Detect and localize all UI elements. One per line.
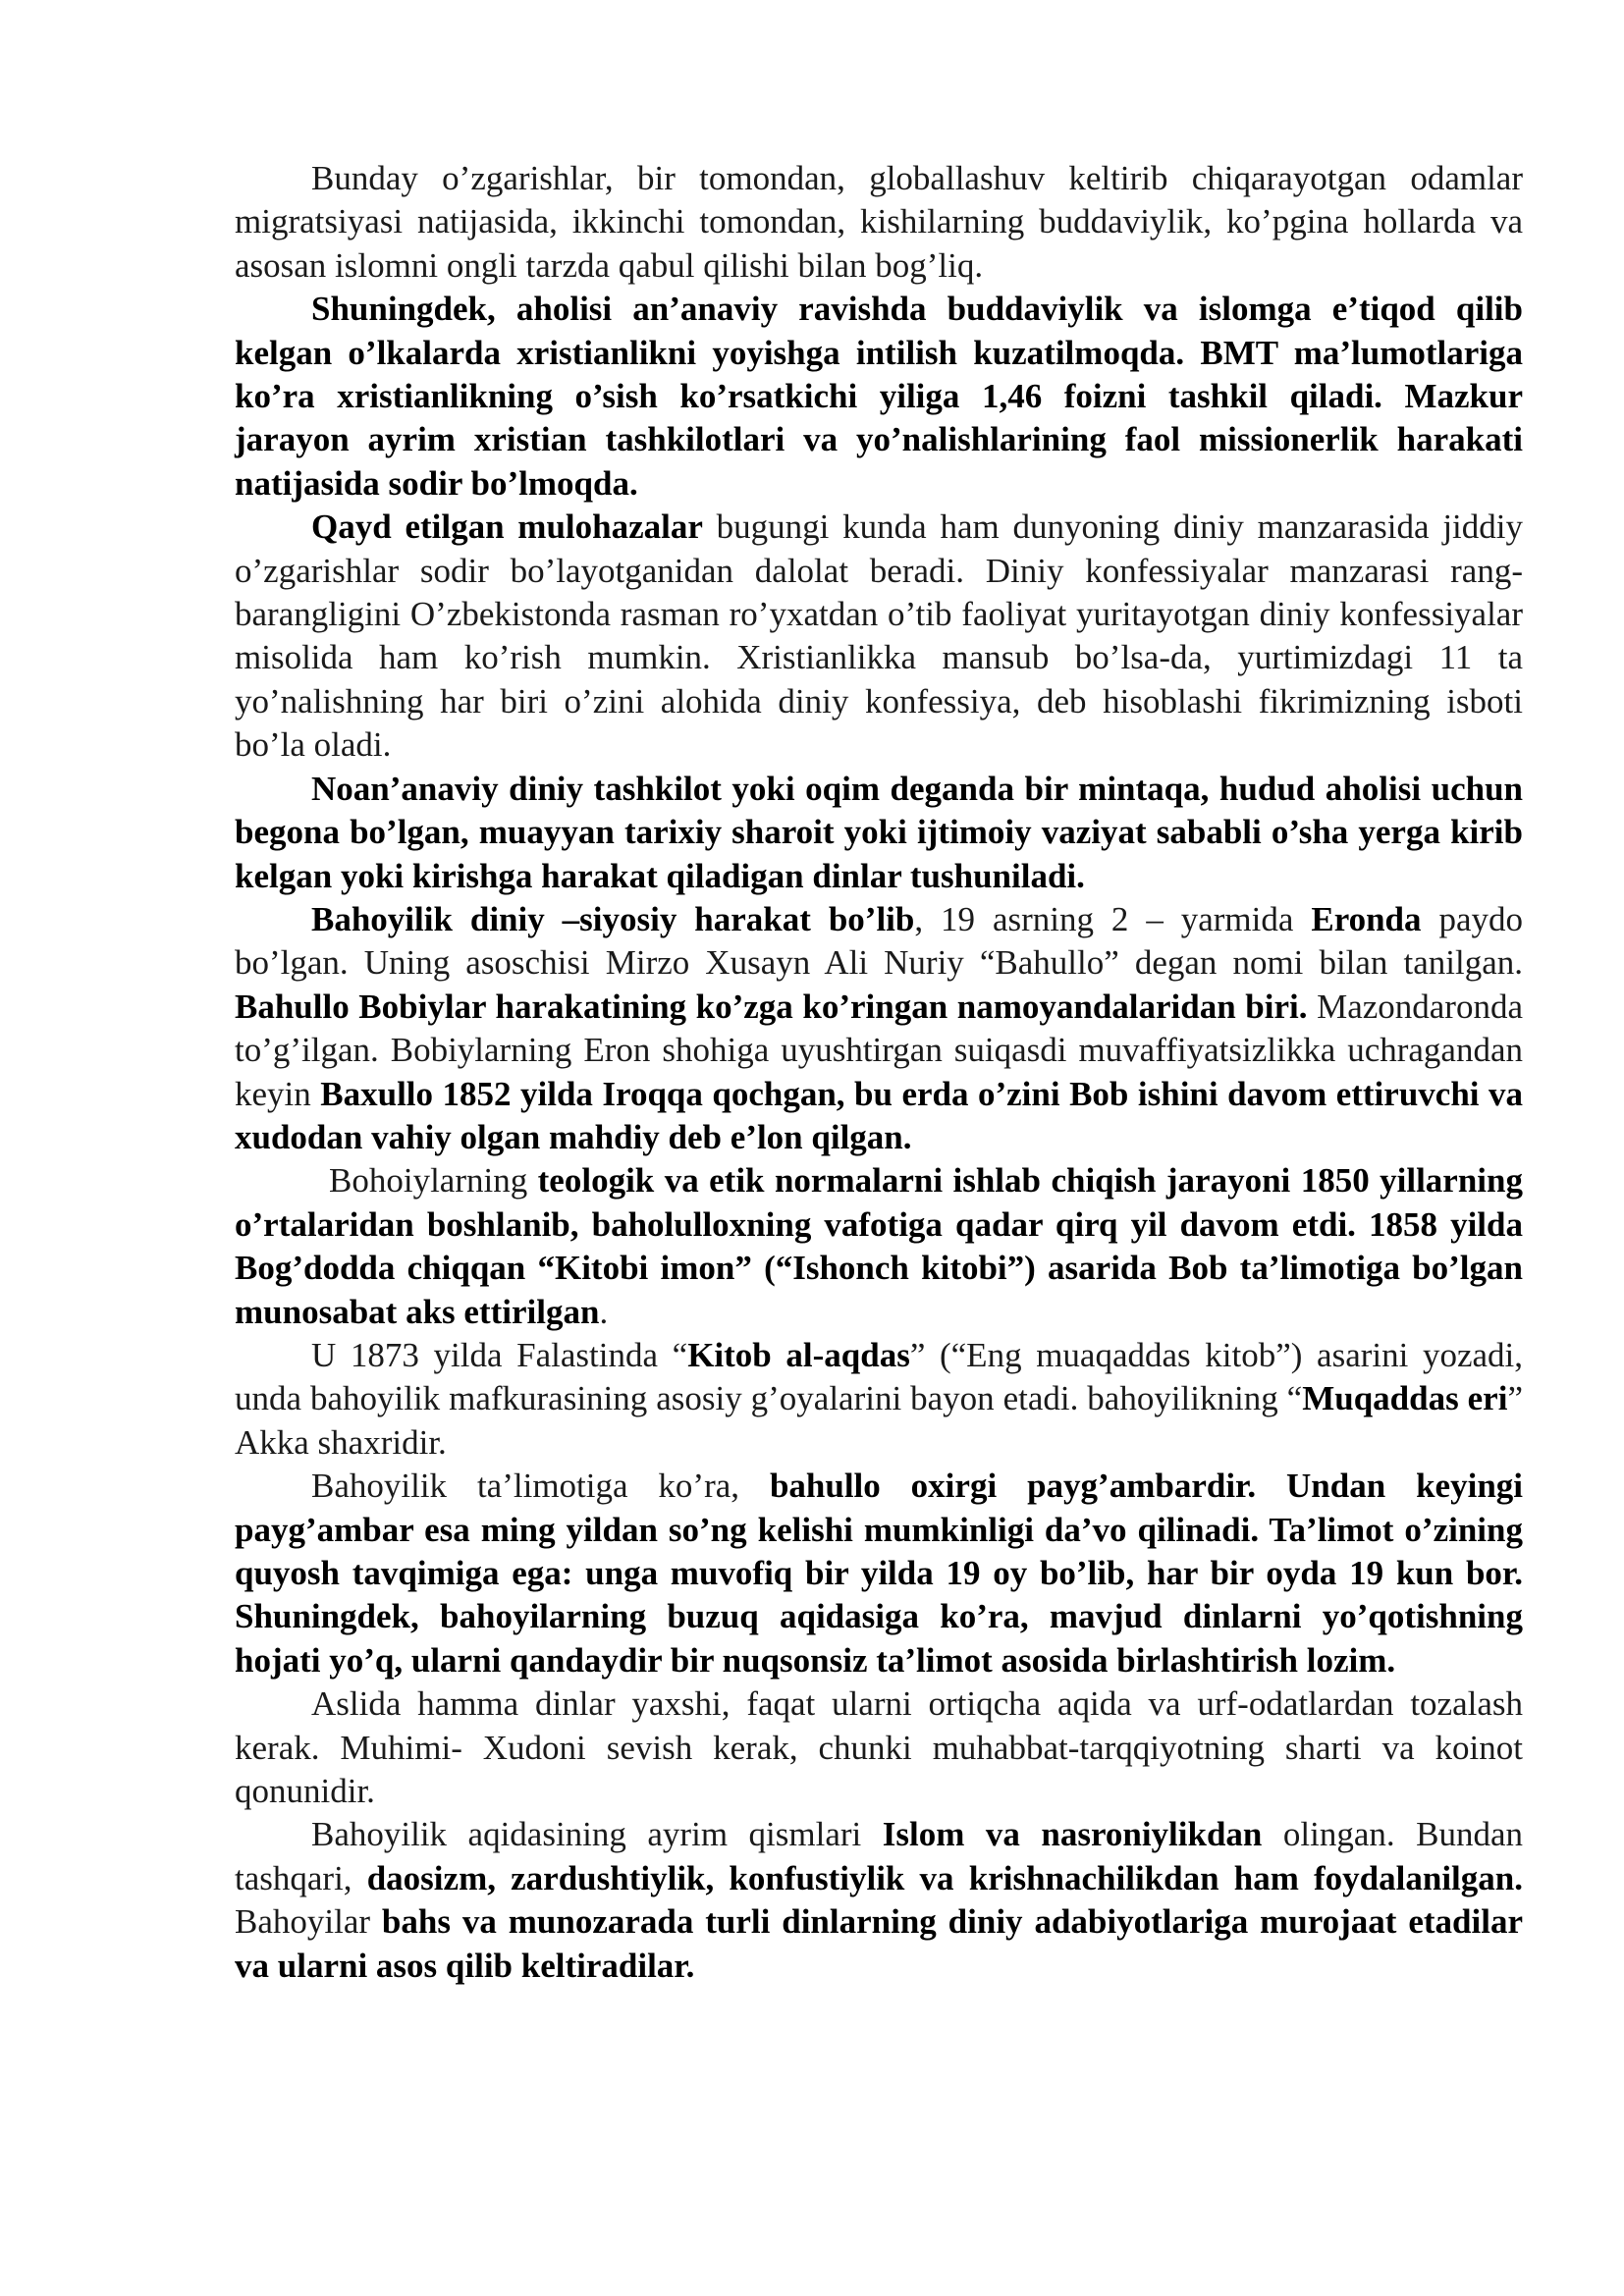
paragraph-1 — [235, 157, 1523, 288]
paragraph-10-text-1: Bahoyilik aqidasining ayrim qismlari — [311, 1815, 883, 1854]
paragraph-8-bold: bahullo oxirgi payg’ambardir. Undan keyingi payg’ambar esa ming yildan so’ng kelishi mumkinligi da’vo qilinadi. Ta’limot o’zining quyosh tavqimiga ega: unga muvofiq bir yilda 19 oy bo’lib, har bir oyda 19 kun bor. Shuningdek, bahoyilarning buzuq aqidasiga ko’ra, mavjud dinlarni yo’qotishning hojati yo’q, ularni qandaydir bir nuqsonsiz ta’limot asosida birlashtirish lozim. — [235, 1467, 1524, 1680]
paragraph-5-bold-4: Baxullo 1852 yilda Iroqqa qochgan, bu erda o’zini Bob ishini davom ettiruvchi va xudodan vahiy olgan mahdiy deb e’lon qilgan. — [235, 1074, 1524, 1156]
paragraph-5-text-3: Mazondaronda to’g’ilgan. Bobiylarning Eron shohiga uyushtirgan suiqasdi muvaffiyatsizlikka uchragandan keyin — [235, 987, 1523, 1113]
paragraph-7-text-3: ” Akka shaxridir. — [235, 1379, 1523, 1462]
paragraph-5-bold-2: Eronda — [1311, 899, 1422, 938]
paragraph-4 — [235, 768, 1523, 898]
paragraph-6-text-1: Bohoiylarning — [329, 1161, 538, 1201]
paragraph-8-text: Bahoyilik ta’limotiga ko’ra, — [311, 1467, 770, 1506]
paragraph-5-bold-1: Bahoyilik diniy –siyosiy harakat bo’lib — [311, 899, 915, 938]
paragraph-4-bold-text: Noan’anaviy diniy tashkilot yoki oqim deganda bir mintaqa, hudud aholisi uchun begona bo’lgan, muayyan tarixiy sharoit yoki ijtimoiy vaziyat sababli o’sha yerga kirib kelgan yoki kirishga harakat qiladigan dinlar tushuniladi. — [235, 769, 1523, 895]
paragraph-10-bold-3: bahs va munozarada turli dinlarning diniy adabiyotlariga murojaat etadilar va ularni asos qilib keltiradilar. — [235, 1902, 1523, 1985]
paragraph-7 — [235, 1334, 1523, 1465]
paragraph-3-bold-lead: Qayd etilgan mulohazalar — [311, 507, 703, 547]
paragraph-1-text: Bunday o’zgarishlar, bir tomondan, globallashuv keltirib chiqarayotgan odamlar migratsiyasi natijasida, ikkinchi tomondan, kishilarning buddaviylik, ko’pgina hollarda va asosan islomni ongli tarzda qabul qilishi bilan bog’liq. — [235, 159, 1523, 285]
paragraph-9-text: Aslida hamma dinlar yaxshi, faqat ularni ortiqcha aqida va urf-odatlardan tozalash kerak. Muhimi- Xudoni sevish kerak, chunki muhabbat-tarqqiyotning sharti va koinot qonunidir. — [235, 1684, 1523, 1811]
paragraph-10-bold-2: daosizm, zardushtiylik, konfustiylik va krishnachilikdan ham foydalanilgan. — [366, 1858, 1523, 1897]
paragraph-5-bold-3: Bahullo Bobiylar harakatining ko’zga ko’ringan namoyandalaridan biri. — [235, 987, 1308, 1026]
paragraph-7-bold-2: Muqaddas eri — [1302, 1379, 1508, 1418]
paragraph-2-bold-text: Shuningdek, aholisi an’anaviy ravishda buddaviylik va islomga e’tiqod qilib kelgan o’lkalarda xristianlikni yoyishga intilish kuzatilmoqda. BMT ma’lumotlariga ko’ra xristianlikning o’sish ko’rsatkichi yiliga 1,46 foizni tashkil qiladi. Mazkur jarayon ayrim xristian tashkilotlari va yo’nalishlarining faol missionerlik harakati natijasida sodir bo’lmoqda. — [235, 290, 1523, 503]
paragraph-7-bold-1: Kitob al-aqdas — [687, 1335, 910, 1374]
paragraph-10 — [235, 1813, 1523, 1988]
paragraph-2 — [235, 288, 1523, 506]
paragraph-10-bold-1: Islom va nasroniylikdan — [882, 1815, 1263, 1854]
paragraph-3-text: bugungi kunda ham dunyoning diniy manzarasida jiddiy o’zgarishlar sodir bo’layotganidan dalolat beradi. Diniy konfessiyalar manzarasi rang-barangligini O’zbekistonda rasman ro’yxatdan o’tib faoliyat yuritayotgan diniy konfessiyalar misolida ham ko’rish mumkin. Xristianlikka mansub bo’lsa-da, yurtimizdagi 11 ta yo’nalishning har biri o’zini alohida diniy konfessiya, deb hisoblashi fikrimizning isboti bo’la oladi. — [235, 507, 1523, 765]
paragraph-7-text-2: ” (“Eng muaqaddas kitob”) asarini yozadi, unda bahoyilik mafkurasining asosiy g’oyalarini bayon etadi. bahoyilikning “ — [235, 1335, 1524, 1418]
paragraph-5 — [235, 898, 1523, 1159]
paragraph-9 — [235, 1682, 1523, 1813]
paragraph-6-bold: teologik va etik normalarni ishlab chiqish jarayoni 1850 yillarning o’rtalaridan boshlanib, baholulloxning vafotiga qadar qirq yil davom etdi. 1858 yilda Bog’dodda chiqqan “Kitobi imon” (“Ishonch kitobi”) asarida Bob ta’limotiga bo’lgan munosabat aks ettirilgan — [235, 1161, 1523, 1331]
paragraph-5-text-2: paydo bo’lgan. Uning asoschisi Mirzo Xusayn Ali Nuriy “Bahullo” degan nomi bilan tanilgan. — [235, 899, 1523, 983]
paragraph-5-text-1: , 19 asrning 2 – yarmida — [914, 899, 1312, 938]
paragraph-8 — [235, 1465, 1523, 1682]
paragraph-10-text-2: olingan. Bundan tashqari, — [235, 1815, 1523, 1897]
paragraph-3 — [235, 506, 1523, 767]
document-page — [235, 157, 1523, 1988]
paragraph-6 — [235, 1159, 1523, 1334]
paragraph-6-text-2: . — [599, 1292, 609, 1331]
paragraph-7-text-1: U 1873 yilda Falastinda “ — [311, 1335, 688, 1374]
paragraph-10-text-3: Bahoyilar — [235, 1902, 382, 1942]
